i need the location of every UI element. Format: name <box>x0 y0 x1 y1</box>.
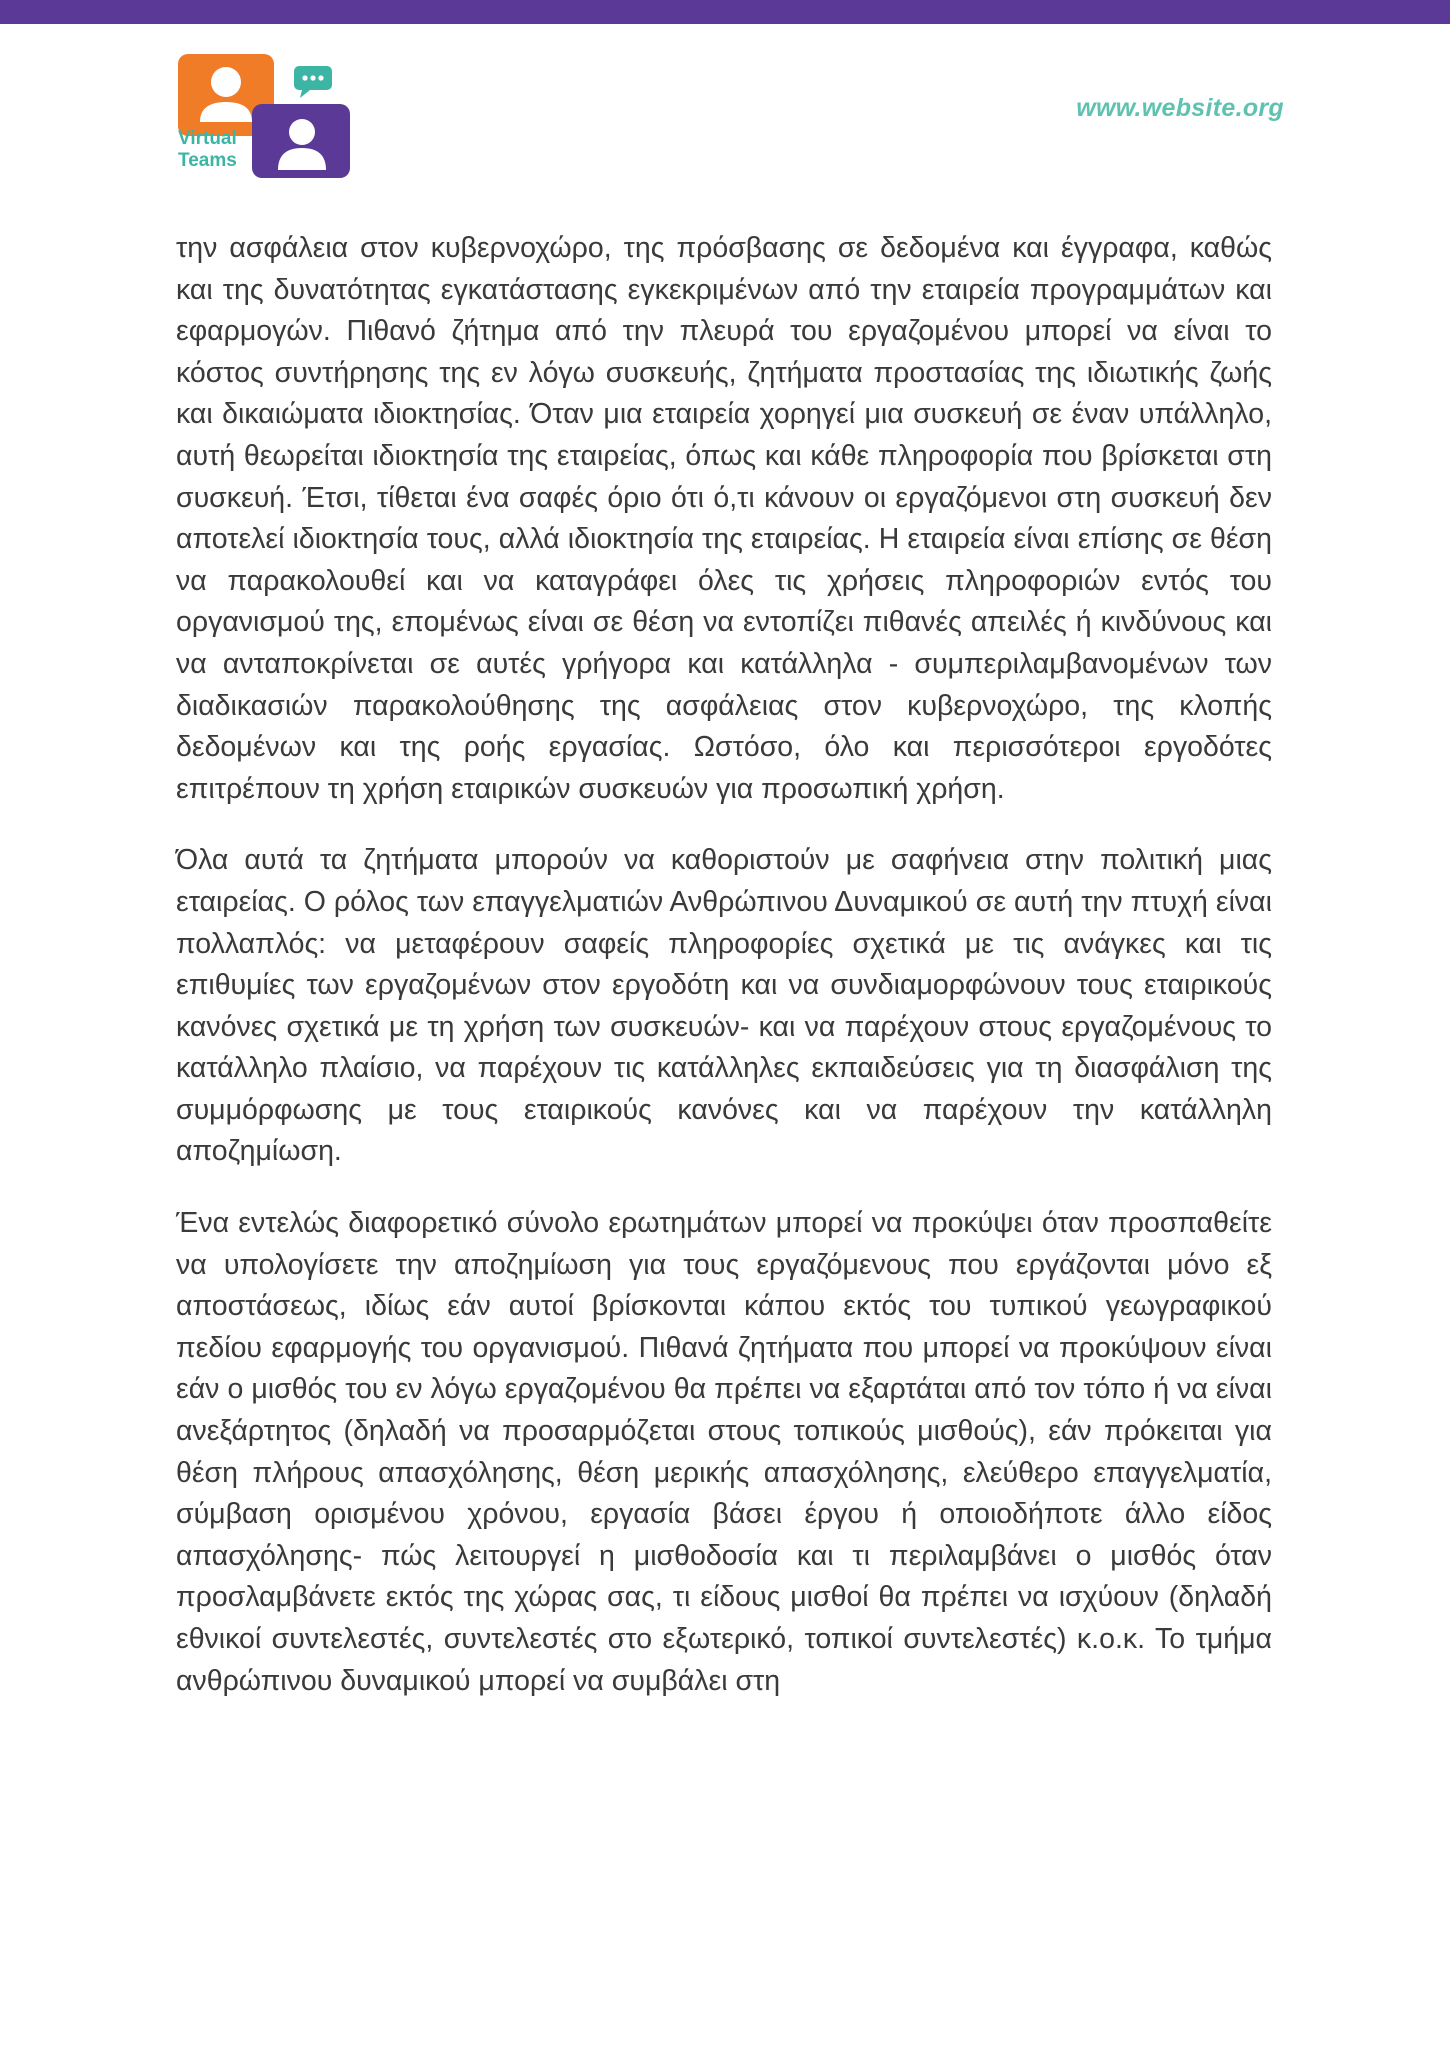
paragraph-1: την ασφάλεια στον κυβερνοχώρο, της πρόσβασης σε δεδομένα και έγγραφα, καθώς και της δυνατότητας εγκατάστασης εγκεκριμένων από την εταιρεία προγραμμάτων και εφαρμογών. Πιθανό ζήτημα από την πλευρά του εργαζομένου μπορεί να είναι το κόστος συντήρησης της εν λόγω συσκευής, ζητήματα προστασίας της ιδιωτικής ζωής και δικαιώματα ιδιοκτησίας. Όταν μια εταιρεία χορηγεί μια συσκευή σε έναν υπάλληλο, αυτή θεωρείται ιδιοκτησία της εταιρείας, όπως και κάθε πληροφορία που βρίσκεται στη συσκευή. Έτσι, τίθεται ένα σαφές όριο ότι ό,τι κάνουν οι εργαζόμενοι στη συσκευή δεν αποτελεί ιδιοκτησία τους, αλλά ιδιοκτησία της εταιρείας. Η εταιρεία είναι επίσης σε θέση να παρακολουθεί και να καταγράφει όλες τις χρήσεις πληροφοριών εντός του οργανισμού της, επομένως είναι σε θέση να εντοπίζει πιθανές απειλές ή κινδύνους και να ανταποκρίνεται σε αυτές γρήγορα και κατάλληλα - συμπεριλαμβανομένων των διαδικασιών παρακολούθησης της ασφάλειας στον κυβερνοχώρο, της κλοπής δεδομένων και της ροής εργασίας. Ωστόσο, όλο και περισσότεροι εργοδότες επιτρέπουν τη χρήση εταιρικών συσκευών για προσωπική χρήση. <box>176 232 1272 805</box>
logo-line-1: Virtual <box>178 128 237 149</box>
paragraph-3: Ένα εντελώς διαφορετικό σύνολο ερωτημάτων μπορεί να προκύψει όταν προσπαθείτε να υπολογίσετε την αποζημίωση για τους εργαζόμενους που εργάζονται μόνο εξ αποστάσεως, ιδίως εάν αυτοί βρίσκονται κάπου εκτός του τυπικού γεωγραφικού πεδίου εφαρμογής του οργανισμού. Πιθανά ζητήματα που μπορεί να προκύψουν είναι εάν ο μισθός του εν λόγω εργαζομένου θα πρέπει να εξαρτάται από τον τόπο ή να είναι ανεξάρτητος (δηλαδή να προσαρμόζεται στους τοπικούς μισθούς), εάν πρόκειται για θέση πλήρους απασχόλησης, θέση μερικής απασχόλησης, ελεύθερο επαγγελματία, σύμβαση ορισμένου χρόνου, εργασία βάσει έργου ή οποιοδήποτε άλλο είδος απασχόλησης- πώς λειτουργεί η μισθοδοσία και τι περιλαμβάνει ο μισθός όταν προσλαμβάνετε εκτός της χώρας σας, τι είδους μισθοί θα πρέπει να ισχύουν (δηλαδή εθνικοί συντελεστές, συντελεστές στο εξωτερικό, τοπικοί συντελεστές) κ.ο.κ. Το τμήμα ανθρώπινου δυναμικού μπορεί να συμβάλει στη <box>176 1207 1272 1697</box>
website-url: www.website.org <box>1076 94 1284 122</box>
logo-line-2: Teams <box>178 150 237 171</box>
paragraph-2: Όλα αυτά τα ζητήματα μπορούν να καθοριστούν με σαφήνεια στην πολιτική μιας εταιρείας. Ο ρόλος των επαγγελματιών Ανθρώπινου Δυναμικού σε αυτή την πτυχή είναι πολλαπλός: να μεταφέρουν σαφείς πληροφορίες σχετικά με τις ανάγκες και τις επιθυμίες των εργαζομένων στον εργοδότη και να συνδιαμορφώνουν τους εταιρικούς κανόνες σχετικά με τη χρήση των συσκευών- και να παρέχουν στους εργαζομένους το κατάλληλο πλαίσιο, να παρέχουν τις κατάλληλες εκπαιδεύσεις για τη διασφάλιση της συμμόρφωσης με τους εταιρικούς κανόνες και να παρέχουν την κατάλληλη αποζημίωση. <box>176 844 1272 1168</box>
virtual-teams-logo <box>176 52 356 182</box>
document-body <box>176 228 1272 1732</box>
top-accent-bar <box>0 0 1450 24</box>
logo-wordmark <box>178 128 237 172</box>
